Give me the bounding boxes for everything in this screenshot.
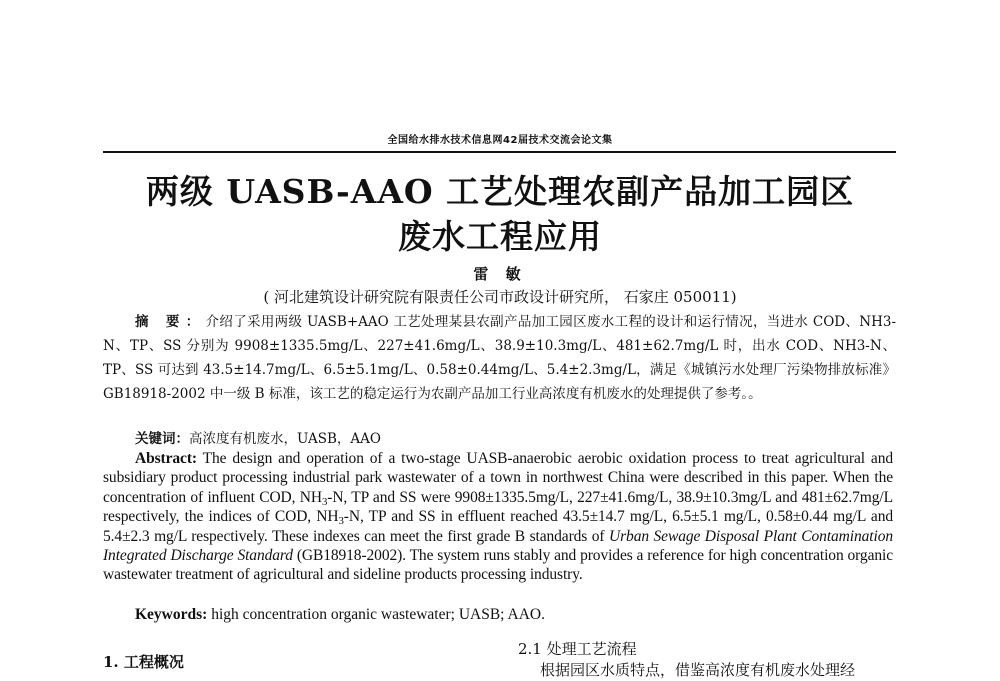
header-rule — [103, 151, 896, 153]
abstract-en-part-3: -N, TP and SS in effluent reached 43.5±14.7 mg/L, 6.5±5.1 mg/L, 0.58±0.44 mg/L and 5.4±2.3 mg/L respectively. These indexes can meet the first grade B standards of — [103, 508, 893, 545]
paper-title-line-2: 废水工程应用 — [398, 217, 602, 256]
abstract-en-label: Abstract: — [135, 450, 197, 467]
paper-title-line-1: 两级 UASB-AAO 工艺处理农副产品加工园区 — [145, 172, 855, 211]
section-heading-2-1: 2.1 处理工艺流程 — [518, 640, 637, 658]
subscript-3: 3 — [321, 495, 328, 508]
abstract-chinese — [103, 310, 896, 406]
abstract-en-part-2: -N, TP and SS were 9908±1335.5mg/L, 227±41.6mg/L, 38.9±10.3mg/L and 481±62.7mg/L respectively, the indices of COD, NH — [103, 488, 893, 526]
abstract-en-part-1: The design and operation of a two-stage UASB-anaerobic aerobic oxidation process to treat agricultural and subsidiary product processing industrial park wastewater of a town in northwest China were described in this paper. When the concentration of influent COD, NH — [103, 450, 893, 506]
author-affiliation: ( 河北建筑设计研究院有限责任公司市政设计研究所， 石家庄 050011) — [263, 288, 737, 306]
standard-title: Urban Sewage Disposal Plant Contamination Integrated Discharge Standard — [103, 527, 893, 565]
keywords-chinese — [103, 429, 896, 449]
keywords-cn-text: 高浓度有机废水，UASB，AAO — [189, 431, 381, 447]
section-2-1-body-text: 根据园区水质特点，借鉴高浓度有机废水处理经 — [540, 661, 856, 679]
keywords-en-label: Keywords: — [135, 606, 208, 623]
keywords-english — [103, 605, 893, 625]
keywords-cn-label: 关键词： — [135, 431, 189, 447]
abstract-cn-label: 摘 要： — [135, 314, 206, 330]
subscript-3: 3 — [338, 515, 344, 528]
abstract-en-part-4: (GB18918-2002). The system runs stably and provides a reference for high concentration organic wastewater treatment of agricultural and sideline products processing industry. — [103, 547, 893, 584]
abstract-cn-text: 介绍了采用两级 UASB+AAO 工艺处理某县农副产品加工园区废水工程的设计和运行情况，当进水 COD、NH3-N、TP、SS 分别为 9908±1335.5mg/L、227±41.6mg/L、38.9±10.3mg/L、481±62.7mg/L 时，出水 COD、NH3-N、TP、SS 可达到 43.5±14.7mg/L、6.5±5.1mg/L、0.58±0.44mg/L、5.4±2.3mg/L，满足《城镇污水处理厂污染物排放标准》GB18918-2002 中一级 B 标准，该工艺的稳定运行为农副产品加工行业高浓度有机废水的处理提供了参考。。 — [103, 314, 896, 402]
keywords-en-text: high concentration organic wastewater; UASB; AAO. — [207, 606, 545, 623]
running-header: 全国给水排水技术信息网42届技术交流会论文集 — [387, 135, 613, 146]
section-heading-1: 1. 工程概况 — [103, 653, 184, 671]
abstract-english — [103, 449, 893, 585]
author-name: 雷 敏 — [473, 265, 527, 283]
